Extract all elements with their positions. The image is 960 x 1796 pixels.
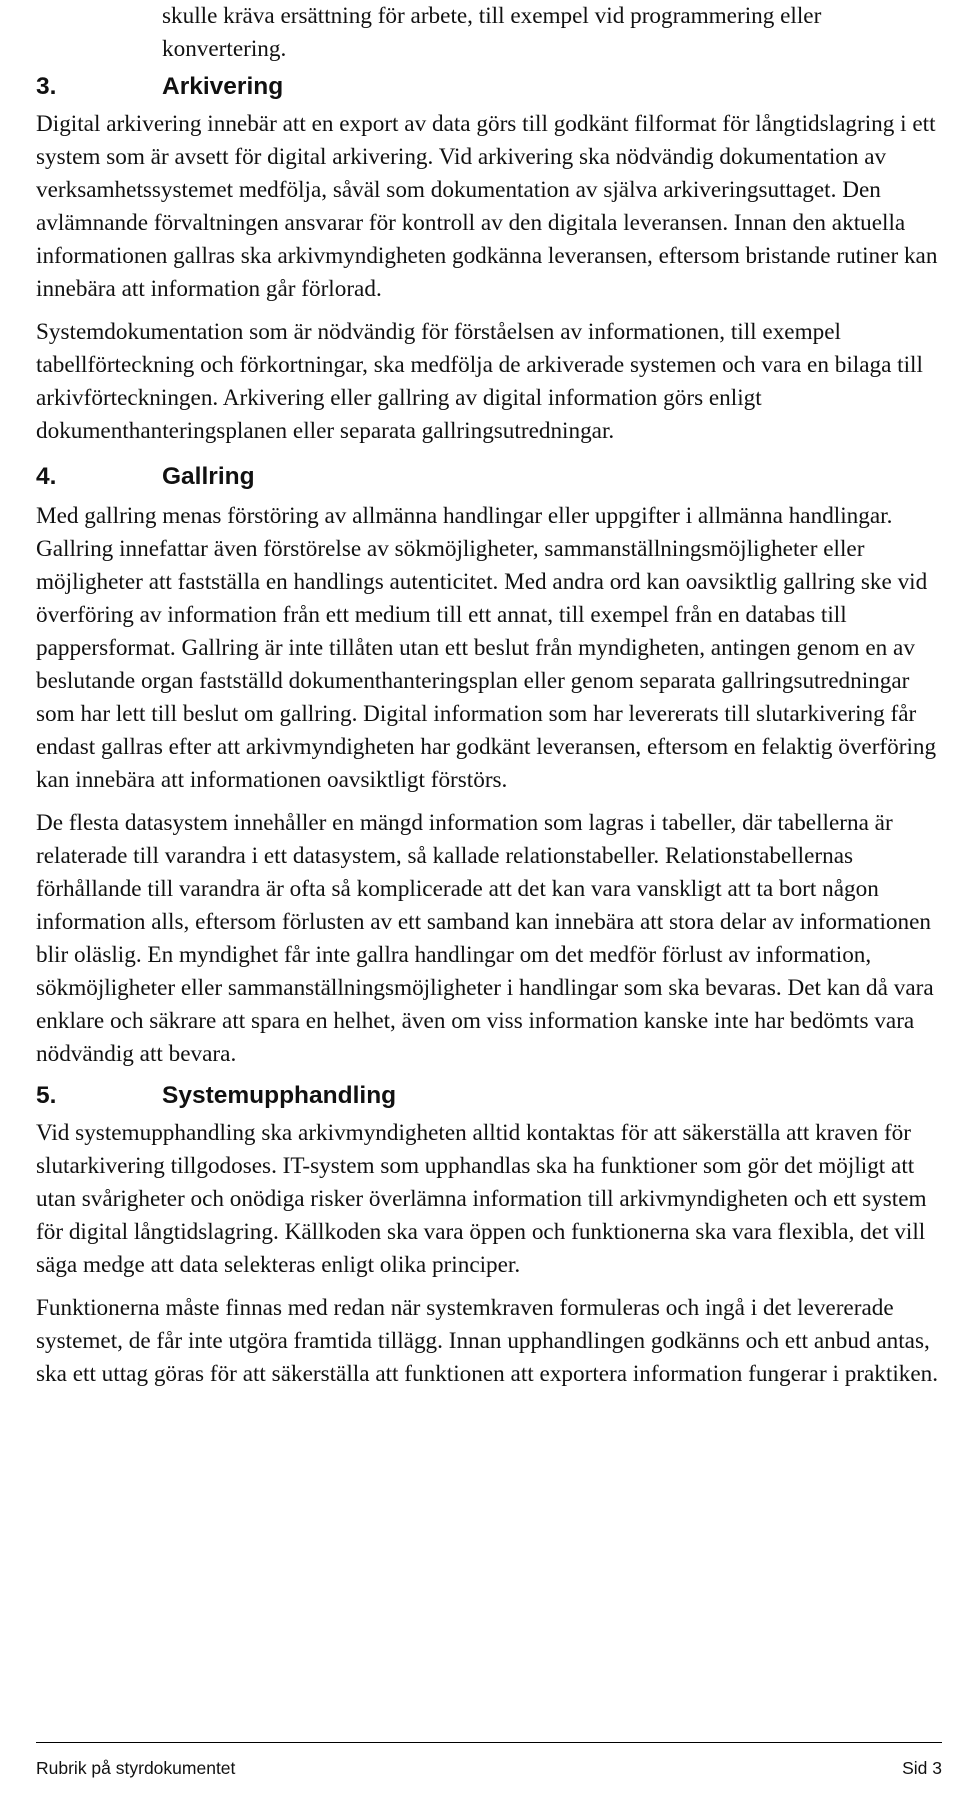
paragraph: Systemdokumentation som är nödvändig för förståelsen av informationen, till exempel tabellförteckning och förkortningar, ska medfölja de arkiverade systemen och vara en bilaga till arkivförteckningen. Arkivering eller gallring av digital information görs enligt dokumenthanteringsplanen eller separata gallringsutredningar. [36,319,923,444]
section-heading-arkivering [36,70,942,104]
paragraph: Vid systemupphandling ska arkivmyndigheten alltid kontaktas för att säkerställa att kraven för slutarkivering tillgodoses. IT-system som upphandlas ska ha funktioner som gör det möjligt att utan svårigheter och onödiga risker överlämna information till arkivmyndigheten och ett system för digital långtidslagring. Källkoden ska vara öppen och funktionerna ska vara flexibla, det vill säga medge att data selekteras enligt olika principer. [36,1120,927,1278]
page-footer [36,1756,942,1780]
footer-divider [36,1742,942,1743]
paragraph-gap [36,306,942,316]
section-number: 3. [36,73,57,100]
footer-page-number: Sid 3 [902,1758,942,1778]
paragraph-gap [36,797,942,807]
section-heading-systemupphandling [36,1079,942,1113]
section-title: Gallring [162,463,255,490]
section-gap [36,448,942,460]
paragraph-gap [36,1282,942,1292]
section-number: 4. [36,463,57,490]
section-number: 5. [36,1082,57,1109]
section-heading-gallring [36,460,942,494]
paragraph: Med gallring menas förstöring av allmänna handlingar eller uppgifter i allmänna handlingar. Gallring innefattar även förstörelse av sökmöjligheter, sammanställningsmöjligheter eller möjligheter att fastställa en handlings autenticitet. Med andra ord kan oavsiktlig gallring ske vid överföring av information från ett medium till ett annat, till exempel från en databas till pappersformat. Gallring är inte tillåten utan ett beslut från myndigheten, antingen genom en av beslutande organ fastställd dokumenthanteringsplan eller genom separata gallringsutredningar som har lett till beslut om gallring. Digital information som har levererats till slutarkivering får endast gallras efter att arkivmyndigheten har godkänt leveransen, eftersom en felaktig överföring kan innebära att informationen oavsiktligt förstörs. [36,503,937,793]
paragraph: De flesta datasystem innehåller en mängd information som lagras i tabeller, där tabellerna är relaterade till varandra i ett datasystem, så kallade relationstabeller. Relationstabellernas förhållande till varandra är ofta så komplicerade att det kan vara vanskligt att ta bort någon information alls, eftersom förlusten av ett samband kan innebära att stora delar av informationen blir oläslig. En myndighet får inte gallra handlingar om det medför förlust av information, sökmöjligheter eller sammanställningsmöjligheter i handlingar som ska bevaras. Det kan då vara enklare och säkrare att spara en helhet, även om viss information kanske inte har bedömts vara nödvändig att bevara. [36,810,934,1067]
paragraph: Digital arkivering innebär att en export av data görs till godkänt filformat för långtidslagring i ett system som är avsett för digital arkivering. Vid arkivering ska nödvändig dokumentation av verksamhetssystemet medfölja, såväl som dokumentation av själva arkiveringsuttaget. Den avlämnande förvaltningen ansvarar för kontroll av den digitala leveransen. Innan den aktuella informationen gallras ska arkivmyndigheten godkänna leveransen, eftersom bristande rutiner kan innebära att information går förlorad. [36,111,938,302]
section-gap [36,1071,942,1079]
footer-document-title: Rubrik på styrdokumentet [36,1758,236,1778]
section-title: Systemupphandling [162,1082,397,1109]
document-page [36,0,942,1391]
section-title: Arkivering [162,73,284,100]
paragraph: Funktionerna måste finnas med redan när systemkraven formuleras och ingå i det levererade systemet, de får inte utgöra framtida tillägg. Innan upphandlingen godkänns och ett anbud antas, ska ett uttag göras för att säkerställa att funktionen att exportera information fungerar i praktiken. [36,1295,939,1387]
lead-fragment: skulle kräva ersättning för arbete, till exempel vid programmering eller konvertering. [162,3,822,62]
